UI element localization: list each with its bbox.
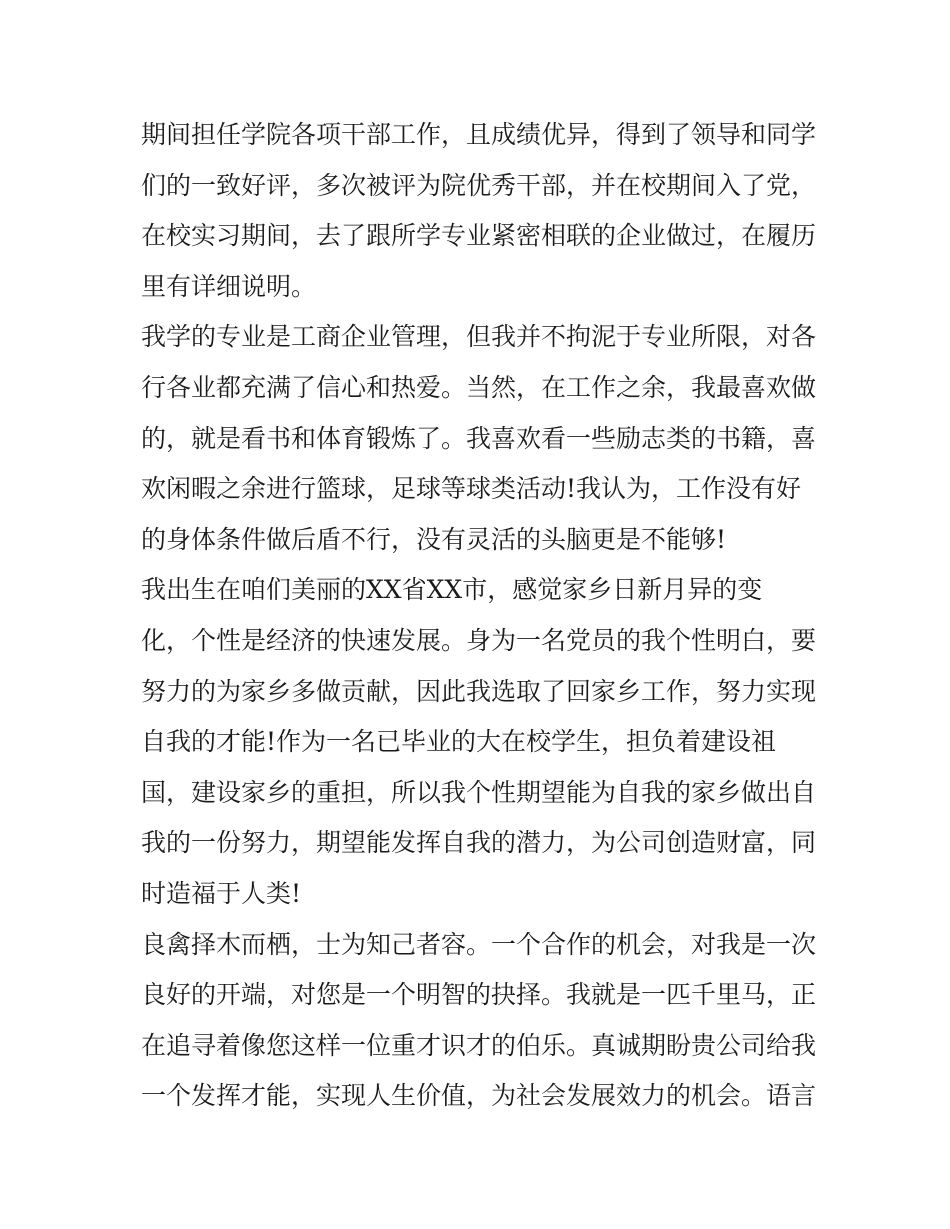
- text-line: 们的一致好评，多次被评为院优秀干部，并在校期间入了党，: [141, 170, 817, 200]
- text-line: 里有详细说明。: [141, 271, 317, 301]
- text-line: 我出生在咱们美丽的XX省XX市，感觉家乡日新月异的变: [141, 575, 763, 605]
- text-line: 良好的开端，对您是一个明智的抉择。我就是一匹千里马，正: [141, 980, 817, 1010]
- text-line: 国，建设家乡的重担，所以我个性期望能为自我的家乡做出自: [141, 777, 817, 807]
- text-line: 行各业都充满了信心和热爱。当然，在工作之余，我最喜欢做: [141, 372, 817, 402]
- text-line: 在追寻着像您这样一位重才识才的伯乐。真诚期盼贵公司给我: [141, 1030, 817, 1060]
- text-line: 时造福于人类!: [141, 878, 302, 908]
- text-line: 一个发挥才能，实现人生价值，为社会发展效力的机会。语言: [141, 1081, 817, 1111]
- text-line: 在校实习期间，去了跟所学专业紧密相联的企业做过，在履历: [141, 221, 817, 251]
- text-line: 欢闲暇之余进行篮球，足球等球类活动!我认为，工作没有好: [141, 474, 802, 504]
- text-line: 我学的专业是工商企业管理，但我并不拘泥于专业所限，对各: [141, 322, 817, 352]
- text-line: 的，就是看书和体育锻炼了。我喜欢看一些励志类的书籍，喜: [141, 423, 817, 453]
- text-line: 良禽择木而栖，士为知己者容。一个合作的机会，对我是一次: [141, 929, 817, 959]
- text-line: 我的一份努力，期望能发挥自我的潜力，为公司创造财富，同: [141, 828, 817, 858]
- text-line: 的身体条件做后盾不行，没有灵活的头脑更是不能够!: [141, 524, 727, 554]
- text-line: 期间担任学院各项干部工作，且成绩优异，得到了领导和同学: [141, 120, 817, 149]
- text-line: 自我的才能!作为一名已毕业的大在校学生，担负着建设祖: [141, 727, 777, 757]
- text-line: 努力的为家乡多做贡献，因此我选取了回家乡工作，努力实现: [141, 676, 817, 706]
- text-line: 化，个性是经济的快速发展。身为一名党员的我个性明白，要: [141, 625, 817, 655]
- document-body: [141, 110, 821, 1122]
